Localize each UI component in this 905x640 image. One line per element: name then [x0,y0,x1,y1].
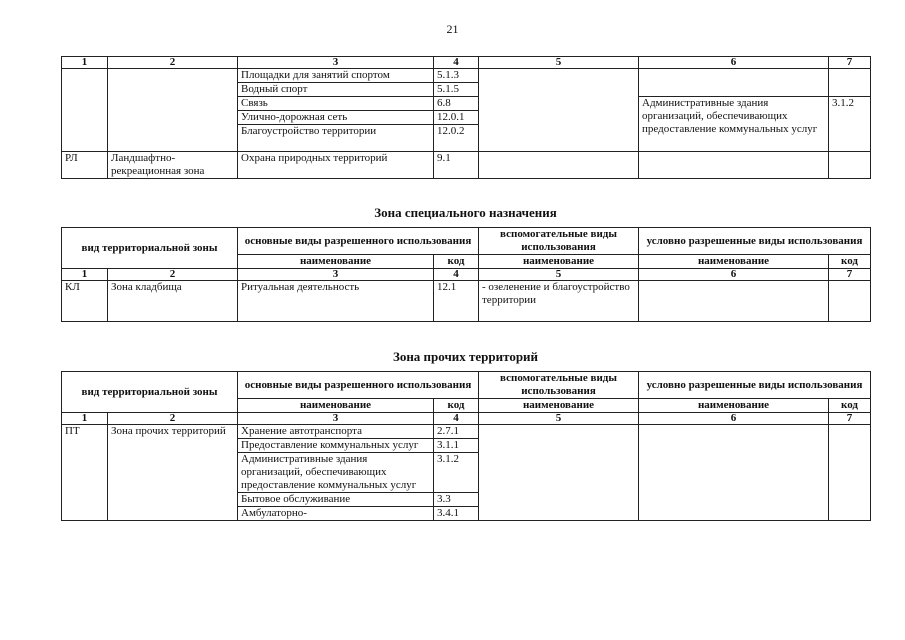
page-number: 21 [446,22,459,36]
header-name: наименование [639,399,829,413]
conditional-use-name [639,425,829,521]
conditional-use-name [639,152,829,179]
header-name: наименование [639,255,829,269]
header-conditional-uses: условно разрешенные виды использования [639,228,871,255]
header-row [62,228,871,255]
zone-code-cell [62,69,108,152]
other-territories-table [61,371,871,521]
column-number: 1 [62,57,108,69]
auxiliary-cell [479,152,639,179]
column-number: 6 [639,57,829,69]
column-number: 2 [108,269,238,281]
header-name: наименование [238,399,434,413]
column-number-row [62,413,871,425]
use-name: Связь [238,97,434,111]
zone-code: КЛ [62,281,108,322]
conditional-use-code: 3.1.2 [829,97,871,152]
use-name: Административные здания организаций, обеспечивающих предоставление коммунальных услуг [238,453,434,493]
table-row [62,425,871,439]
zone-code: РЛ [62,152,108,179]
use-code: 3.1.1 [434,439,479,453]
column-number: 7 [829,413,871,425]
auxiliary-cell [479,69,639,152]
zone-code: ПТ [62,425,108,521]
use-code: 9.1 [434,152,479,179]
column-number: 3 [238,269,434,281]
zone-name: Ландшафтно-рекреационная зона [108,152,238,179]
column-number: 7 [829,269,871,281]
column-number: 6 [639,413,829,425]
use-name: Водный спорт [238,83,434,97]
header-auxiliary-uses: вспомогательные виды использования [479,372,639,399]
header-conditional-uses: условно разрешенные виды использования [639,372,871,399]
conditional-empty-code [829,69,871,97]
header-name: наименование [479,399,639,413]
use-code: 3.4.1 [434,507,479,521]
conditional-use-name [639,281,829,322]
table-row [62,281,871,322]
header-zone-type: вид территориальной зоны [62,372,238,413]
use-code: 2.7.1 [434,425,479,439]
use-name: Площадки для занятий спортом [238,69,434,83]
use-code: 5.1.3 [434,69,479,83]
section-title: Зона специального назначения [374,205,557,220]
continuation-table [61,56,871,179]
use-name: Предоставление коммунальных услуг [238,439,434,453]
zone-name: Зона прочих территорий [108,425,238,521]
column-number: 4 [434,57,479,69]
auxiliary-cell [479,425,639,521]
header-name: наименование [479,255,639,269]
column-number: 7 [829,57,871,69]
header-code: код [434,255,479,269]
conditional-empty-cell [639,69,829,97]
conditional-use-code [829,281,871,322]
header-code: код [829,255,871,269]
use-name: Амбулаторно- [238,507,434,521]
use-code: 3.1.2 [434,453,479,493]
header-main-uses: основные виды разрешенного использования [238,372,479,399]
column-number: 3 [238,57,434,69]
use-code: 5.1.5 [434,83,479,97]
use-code: 12.1 [434,281,479,322]
use-code: 12.0.1 [434,111,479,125]
header-name: наименование [238,255,434,269]
use-code: 12.0.2 [434,125,479,152]
use-code: 3.3 [434,493,479,507]
use-name: Хранение автотранспорта [238,425,434,439]
use-name: Бытовое обслуживание [238,493,434,507]
table-row [62,152,871,179]
header-code: код [434,399,479,413]
use-name: Благоустройство территории [238,125,434,152]
column-number: 6 [639,269,829,281]
conditional-use-code [829,425,871,521]
column-number: 5 [479,413,639,425]
header-main-uses: основные виды разрешенного использования [238,228,479,255]
use-name: Охрана природных территорий [238,152,434,179]
column-number: 1 [62,269,108,281]
header-zone-type: вид территориальной зоны [62,228,238,269]
header-auxiliary-uses: вспомогательные виды использования [479,228,639,255]
column-number: 2 [108,413,238,425]
column-number: 5 [479,57,639,69]
column-number: 4 [434,269,479,281]
conditional-use-code [829,152,871,179]
column-number: 1 [62,413,108,425]
use-code: 6.8 [434,97,479,111]
use-name: Улично-дорожная сеть [238,111,434,125]
column-number-row [62,269,871,281]
zone-name: Зона кладбища [108,281,238,322]
column-number: 3 [238,413,434,425]
use-name: Ритуальная деятельность [238,281,434,322]
table-row [62,69,871,83]
conditional-use-name: Административные здания организаций, обеспечивающих предоставление коммунальных услуг [639,97,829,152]
section-title: Зона прочих территорий [392,349,539,364]
header-code: код [829,399,871,413]
header-row [62,372,871,399]
column-number: 2 [108,57,238,69]
auxiliary-use: - озеленение и благоустройство территории [479,281,639,322]
column-number: 5 [479,269,639,281]
special-zone-table [61,227,871,322]
column-number: 4 [434,413,479,425]
column-number-row [62,57,871,69]
zone-name-cell [108,69,238,152]
